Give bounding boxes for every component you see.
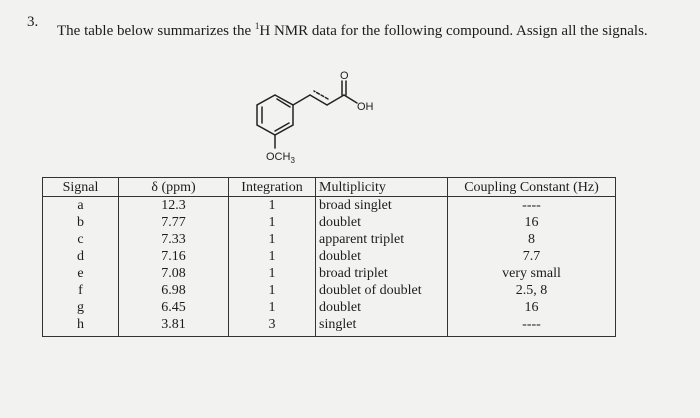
chain-bond-1 <box>293 95 310 105</box>
table-row <box>43 231 616 248</box>
signal-cell: e <box>43 265 119 282</box>
header-ppm: δ (ppm) <box>119 178 229 197</box>
chain-bond-2 <box>310 95 327 105</box>
ppm-cell: 7.08 <box>119 265 229 282</box>
nmr-data-table <box>42 177 616 337</box>
ppm-cell: 3.81 <box>119 316 229 337</box>
coupling-cell: very small <box>448 265 616 282</box>
signal-cell: h <box>43 316 119 337</box>
coupling-cell: 8 <box>448 231 616 248</box>
header-signal: Signal <box>43 178 119 197</box>
question-text <box>57 14 657 44</box>
integration-cell: 3 <box>229 316 316 337</box>
integration-cell: 1 <box>229 282 316 299</box>
ppm-cell: 7.16 <box>119 248 229 265</box>
multiplicity-cell: singlet <box>316 316 448 337</box>
question-text-end: H NMR data for the following compound. Assign all the signals. <box>259 23 648 39</box>
ppm-cell: 6.98 <box>119 282 229 299</box>
signal-cell: d <box>43 248 119 265</box>
carbonyl-oxygen-label: O <box>340 70 349 82</box>
coupling-cell: 2.5, 8 <box>448 282 616 299</box>
table-row <box>43 265 616 282</box>
table-row <box>43 282 616 299</box>
coupling-cell: 16 <box>448 299 616 316</box>
header-coupling: Coupling Constant (Hz) <box>448 178 616 197</box>
ppm-cell: 7.33 <box>119 231 229 248</box>
methoxy-label: $OCH_3$ <box>266 151 295 165</box>
signal-cell: a <box>43 197 119 215</box>
integration-cell: 1 <box>229 299 316 316</box>
coupling-cell: ---- <box>448 197 616 215</box>
integration-cell: 1 <box>229 265 316 282</box>
integration-cell: 1 <box>229 214 316 231</box>
ppm-cell: 7.77 <box>119 214 229 231</box>
chain-bond-3 <box>327 95 344 105</box>
coupling-cell: 7.7 <box>448 248 616 265</box>
ppm-cell: 12.3 <box>119 197 229 215</box>
nmr-superscript: 1 <box>254 21 260 31</box>
coupling-cell: 16 <box>448 214 616 231</box>
multiplicity-cell: doublet of doublet <box>316 282 448 299</box>
multiplicity-cell: doublet <box>316 214 448 231</box>
hydroxyl-label: OH <box>357 101 374 113</box>
table-row <box>43 197 616 215</box>
header-integration: Integration <box>229 178 316 197</box>
header-multiplicity: Multiplicity <box>316 178 448 197</box>
table-row <box>43 214 616 231</box>
question-number: 3. <box>27 14 39 30</box>
integration-cell: 1 <box>229 197 316 215</box>
table-header-row <box>43 178 616 197</box>
signal-cell: c <box>43 231 119 248</box>
signal-cell: g <box>43 299 119 316</box>
coupling-cell: ---- <box>448 316 616 337</box>
integration-cell: 1 <box>229 231 316 248</box>
multiplicity-cell: broad triplet <box>316 265 448 282</box>
multiplicity-cell: broad singlet <box>316 197 448 215</box>
compound-structure <box>240 68 410 176</box>
multiplicity-cell: doublet <box>316 248 448 265</box>
signal-cell: f <box>43 282 119 299</box>
multiplicity-cell: apparent triplet <box>316 231 448 248</box>
signal-cell: b <box>43 214 119 231</box>
hydroxyl-bond <box>344 95 357 103</box>
multiplicity-cell: doublet <box>316 299 448 316</box>
table-row <box>43 248 616 265</box>
integration-cell: 1 <box>229 248 316 265</box>
table-row <box>43 299 616 316</box>
question-text-start: The table below summarizes the <box>57 23 255 39</box>
table-row <box>43 316 616 337</box>
ppm-cell: 6.45 <box>119 299 229 316</box>
